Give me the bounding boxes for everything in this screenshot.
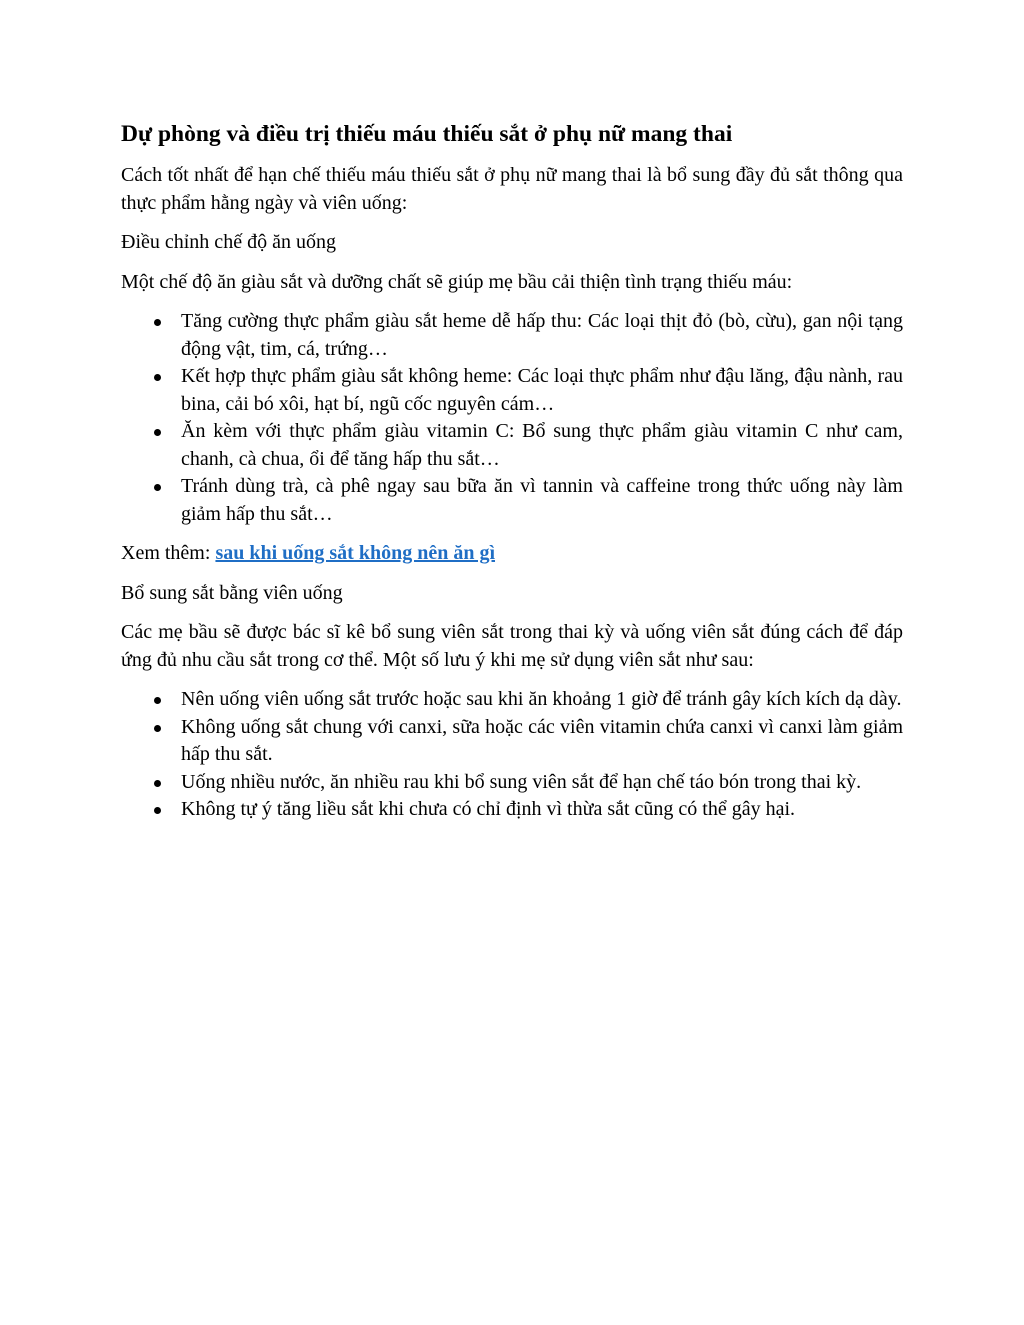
list-item-text: Nên uống viên uống sắt trước hoặc sau khi ăn khoảng 1 giờ để tránh gây kích kích dạ dày. — [181, 688, 902, 710]
bullet-icon — [154, 807, 161, 814]
bullet-icon — [154, 725, 161, 732]
list-item-text: Kết hợp thực phẩm giàu sắt không heme: Các loại thực phẩm như đậu lăng, đậu nành, rau bina, cải bó xôi, hạt bí, ngũ cốc nguyên cám… — [181, 365, 903, 415]
diet-subheading: Điều chỉnh chế độ ăn uống — [121, 231, 336, 253]
list-item-text: Tránh dùng trà, cà phê ngay sau bữa ăn vì tannin và caffeine trong thức uống này làm giảm hấp thu sắt… — [181, 475, 903, 525]
list-item — [121, 308, 903, 363]
see-more-paragraph — [121, 540, 903, 568]
list-item — [121, 363, 903, 418]
diet-bullet-list — [121, 308, 903, 528]
bullet-icon — [154, 374, 161, 381]
list-item — [121, 473, 903, 528]
list-item-text: Ăn kèm với thực phẩm giàu vitamin C: Bổ sung thực phẩm giàu vitamin C như cam, chanh, cà chua, ổi để tăng hấp thu sắt… — [181, 420, 903, 470]
supplement-lead-paragraph: Các mẹ bầu sẽ được bác sĩ kê bổ sung viên sắt trong thai kỳ và uống viên sắt đúng cách để đáp ứng đủ nhu cầu sắt trong cơ thể. Một số lưu ý khi mẹ sử dụng viên sắt như sau: — [121, 621, 903, 671]
bullet-icon — [154, 697, 161, 704]
list-item — [121, 418, 903, 473]
list-item — [121, 686, 903, 714]
supplement-subheading: Bổ sung sắt bằng viên uống — [121, 581, 343, 604]
bullet-icon — [154, 484, 161, 491]
intro-paragraph: Cách tốt nhất để hạn chế thiếu máu thiếu sắt ở phụ nữ mang thai là bổ sung đầy đủ sắt thông qua thực phẩm hằng ngày và viên uống: — [121, 164, 903, 214]
list-item-text: Không tự ý tăng liều sắt khi chưa có chỉ định vì thừa sắt cũng có thể gây hại. — [181, 798, 796, 820]
supplement-bullet-list — [121, 686, 903, 824]
bullet-icon — [154, 319, 161, 326]
list-item-text: Không uống sắt chung với canxi, sữa hoặc các viên vitamin chứa canxi vì canxi làm giảm hấp thu sắt. — [181, 715, 903, 765]
list-item — [121, 796, 903, 824]
list-item-text: Uống nhiều nước, ăn nhiều rau khi bổ sung viên sắt để hạn chế táo bón trong thai kỳ. — [181, 770, 862, 793]
see-more-label: Xem thêm: — [121, 542, 216, 564]
bullet-icon — [154, 429, 161, 436]
see-more-link[interactable]: sau khi uống sắt không nên ăn gì — [215, 542, 496, 564]
document-body — [121, 118, 903, 836]
list-item-text: Tăng cường thực phẩm giàu sắt heme dễ hấp thu: Các loại thịt đỏ (bò, cừu), gan nội tạng động vật, tim, cá, trứng… — [181, 310, 903, 360]
list-item — [121, 769, 903, 797]
list-item — [121, 714, 903, 769]
bullet-icon — [154, 780, 161, 787]
section-heading: Dự phòng và điều trị thiếu máu thiếu sắt ở phụ nữ mang thai — [121, 121, 733, 147]
diet-lead-paragraph: Một chế độ ăn giàu sắt và dưỡng chất sẽ giúp mẹ bầu cải thiện tình trạng thiếu máu: — [121, 270, 793, 293]
